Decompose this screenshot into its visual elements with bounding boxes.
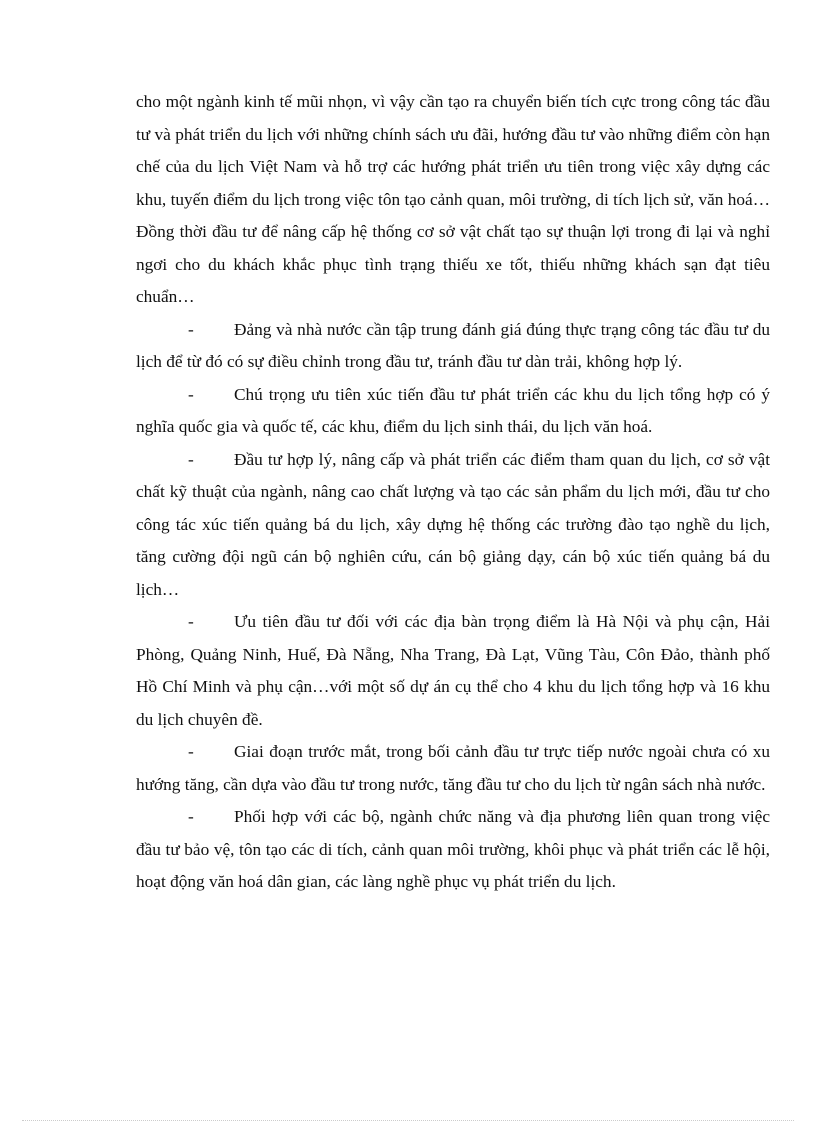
bullet-text: Ưu tiên đầu tư đối với các địa bàn trọng điểm là Hà Nội và phụ cận, Hải Phòng, Quảng Ninh, Huế, Đà Nẵng, Nha Trang, Đà Lạt, Vũng Tàu, Côn Đảo, thành phố Hồ Chí Minh và phụ cận…với một số dự án cụ thể cho 4 khu du lịch tổng hợp và 16 khu du lịch chuyên đề.: [136, 612, 770, 729]
bullet-text: Đảng và nhà nước cần tập trung đánh giá đúng thực trạng công tác đầu tư du lịch để từ đó có sự điều chỉnh trong đầu tư, tránh đầu tư dàn trải, không hợp lý.: [136, 319, 770, 371]
bullet-text: Đầu tư hợp lý, nâng cấp và phát triển các điểm tham quan du lịch, cơ sở vật chất kỹ thuật của ngành, nâng cao chất lượng và tạo các sản phẩm du lịch mới, đầu tư cho công tác xúc tiến quảng bá du lịch, xây dựng hệ thống các trường đào tạo nghề du lịch, tăng cường đội ngũ cán bộ nghiên cứu, cán bộ giảng dạy, cán bộ xúc tiến quảng bá du lịch…: [136, 449, 770, 599]
bullet-text: Phối hợp với các bộ, ngành chức năng và địa phương liên quan trong việc đầu tư bảo vệ, tôn tạo các di tích, cảnh quan môi trường, khôi phục và phát triển các lễ hội, hoạt động văn hoá dân gian, các làng nghề phục vụ phát triển du lịch.: [136, 807, 770, 891]
bullet-paragraph: [136, 736, 770, 801]
bullet-marker: -: [188, 449, 194, 469]
bullet-marker: -: [188, 384, 194, 404]
bullet-marker: -: [188, 742, 194, 761]
document-page: [136, 86, 770, 899]
bullet-marker: -: [188, 612, 194, 631]
bullet-paragraph: [136, 444, 770, 607]
bullet-text: Giai đoạn trước mắt, trong bối cảnh đầu tư trực tiếp nước ngoài chưa có xu hướng tăng, cần dựa vào đầu tư trong nước, tăng đầu tư cho du lịch từ ngân sách nhà nước.: [136, 742, 770, 794]
bullet-paragraph: [136, 606, 770, 736]
bullet-marker: -: [188, 319, 194, 339]
body-paragraph: cho một ngành kinh tế mũi nhọn, vì vậy cần tạo ra chuyển biến tích cực trong công tác đầu tư và phát triển du lịch với những chính sách ưu đãi, hướng đầu tư vào những điểm còn hạn chế của du lịch Việt Nam và hỗ trợ các hướng phát triển ưu tiên trong việc xây dựng các khu, tuyến điểm du lịch trong việc tôn tạo cảnh quan, môi trường, di tích lịch sử, văn hoá… Đồng thời đầu tư để nâng cấp hệ thống cơ sở vật chất tạo sự thuận lợi trong đi lại và nghỉ ngơi cho du khách khắc phục tình trạng thiếu xe tốt, thiếu những khách sạn đạt tiêu chuẩn…: [136, 92, 770, 306]
bullet-paragraph: [136, 314, 770, 379]
page-bottom-divider: [22, 1120, 794, 1121]
bullet-marker: -: [188, 807, 194, 826]
bullet-text: Chú trọng ưu tiên xúc tiến đầu tư phát triển các khu du lịch tổng hợp có ý nghĩa quốc gia và quốc tế, các khu, điểm du lịch sinh thái, du lịch văn hoá.: [136, 384, 770, 436]
bullet-paragraph: [136, 801, 770, 899]
bullet-paragraph: [136, 379, 770, 444]
